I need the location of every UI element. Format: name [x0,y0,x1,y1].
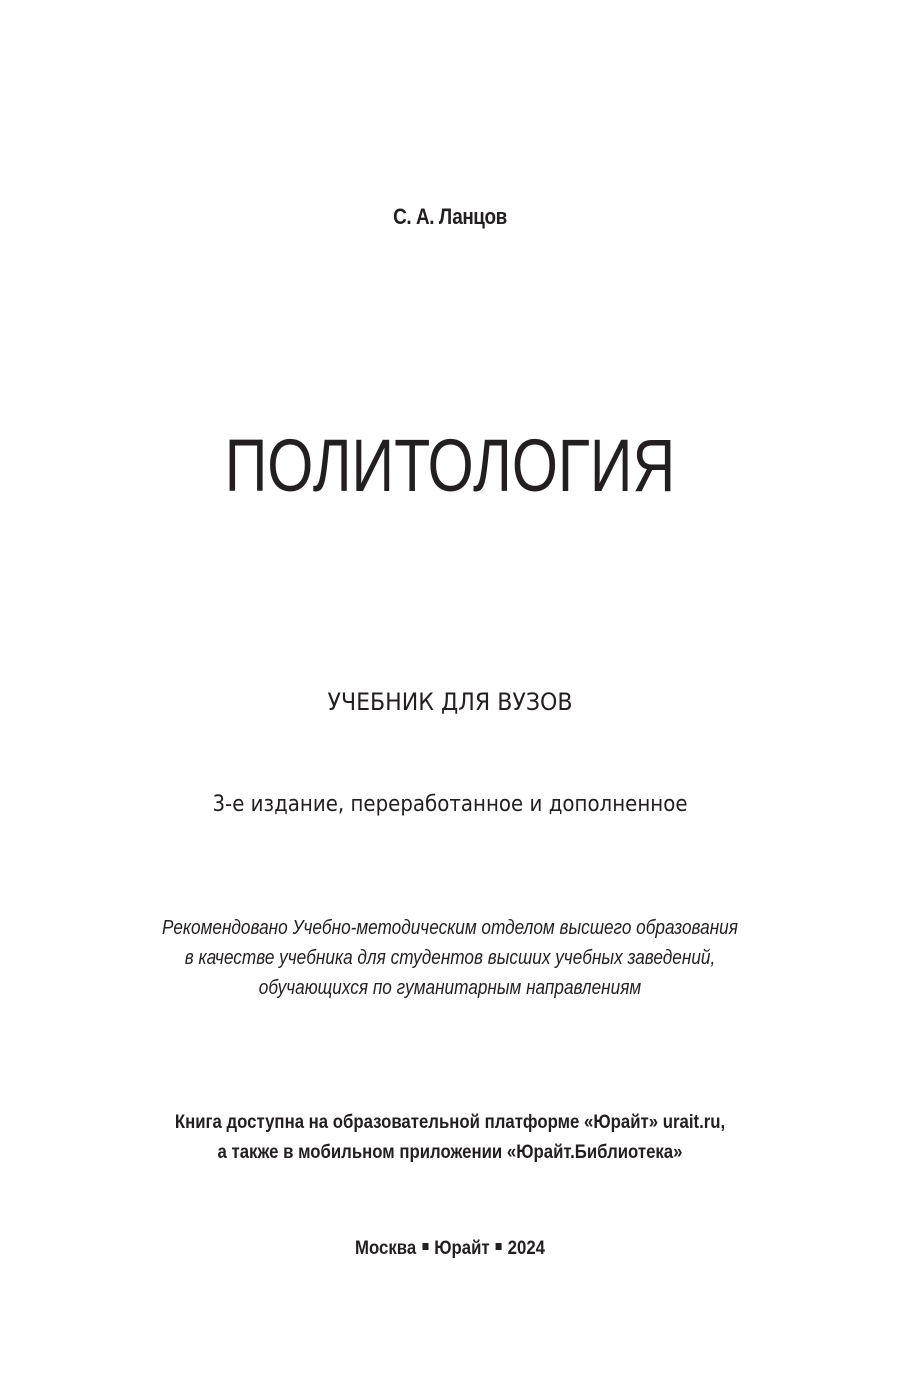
imprint-city: Москва [355,1237,417,1259]
book-title: ПОЛИТОЛОГИЯ [224,424,676,507]
recommendation-line: в качестве учебника для студентов высших учебных заведений, [184,947,716,969]
imprint-line [63,1233,837,1263]
book-subtitle: УЧЕБНИК ДЛЯ ВУЗОВ [327,688,573,716]
imprint-publisher: Юрайт [434,1237,490,1259]
availability-block [63,1107,837,1167]
square-separator-icon [496,1243,502,1250]
author-name: С. А. Ланцов [393,204,507,229]
recommendation-line: Рекомендовано Учебно-методическим отделом высшего образования [162,917,738,939]
recommendation-block [63,913,837,1003]
availability-line: Книга доступна на образовательной платформе «Юрайт» urait.ru, [174,1111,726,1133]
availability-line: а также в мобильном приложении «Юрайт.Библиотека» [217,1141,683,1163]
edition-note: 3-е издание, переработанное и дополненное [212,792,688,817]
imprint-year: 2024 [507,1237,545,1259]
square-separator-icon [422,1243,428,1250]
recommendation-line: обучающихся по гуманитарным направлениям [258,977,642,999]
